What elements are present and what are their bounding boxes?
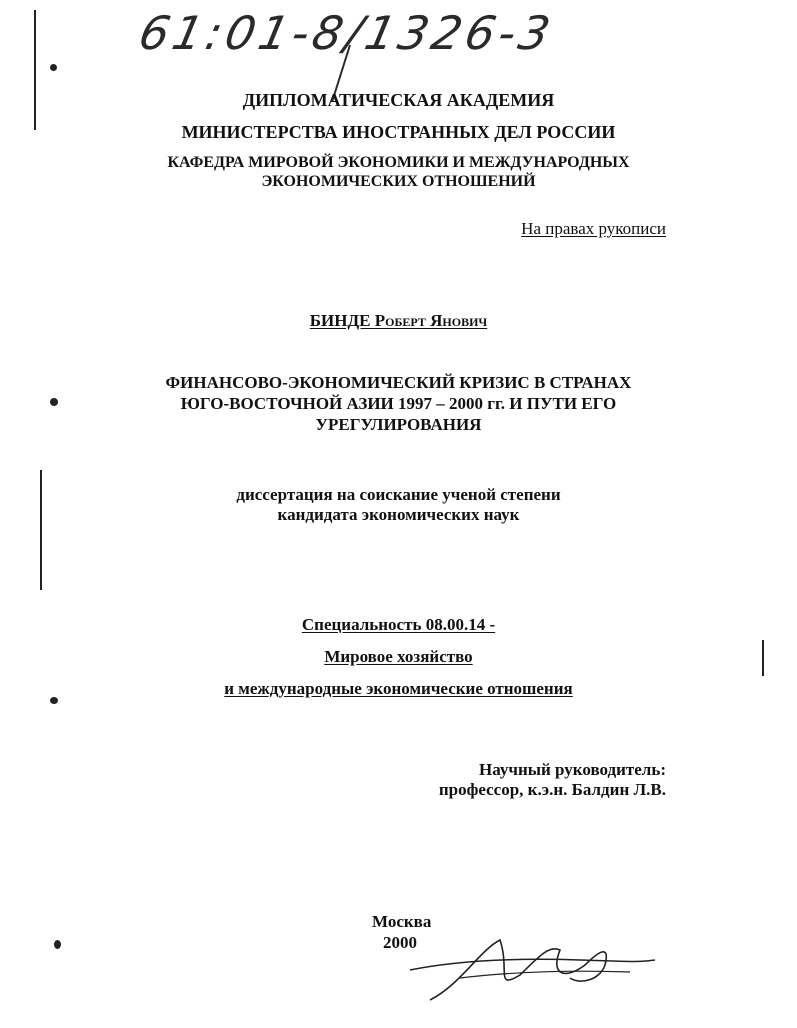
- author-given-names: Роберт Янович: [374, 311, 488, 330]
- archive-code-handwritten: 61:01-8/1326-3: [134, 6, 559, 60]
- manuscript-rights-note: На правах рукописи: [521, 219, 666, 238]
- dissertation-title-line1: ФИНАНСОВО-ЭКОНОМИЧЕСКИЙ КРИЗИС В СТРАНАХ: [165, 373, 632, 392]
- year: 2000: [383, 933, 417, 952]
- specialty-name-line1: Мировое хозяйство: [324, 647, 473, 666]
- city: Москва: [372, 912, 432, 931]
- specialty-name-line2: и международные экономические отношения: [224, 679, 573, 698]
- department-name-line1: КАФЕДРА МИРОВОЙ ЭКОНОМИКИ И МЕЖДУНАРОДНЫХ: [167, 154, 630, 171]
- supervisor-label: Научный руководитель:: [479, 760, 666, 779]
- degree-line1: диссертация на соискание ученой степени: [236, 485, 561, 504]
- scan-dot: [54, 940, 61, 949]
- author-surname: БИНДЕ: [309, 311, 371, 330]
- scan-dot: [50, 64, 57, 71]
- ministry-name: МИНИСТЕРСТВА ИНОСТРАННЫХ ДЕЛ РОССИИ: [181, 122, 616, 142]
- dissertation-title-line2: ЮГО-ВОСТОЧНОЙ АЗИИ 1997 – 2000 гг. И ПУТИ ЕГО: [180, 394, 617, 413]
- academy-name: ДИПЛОМАТИЧЕСКАЯ АКАДЕМИЯ: [242, 90, 555, 110]
- degree-line2: кандидата экономических наук: [277, 505, 520, 524]
- scan-margin-line: [34, 10, 36, 130]
- dissertation-title-line3: УРЕГУЛИРОВАНИЯ: [315, 415, 482, 434]
- handwritten-signature: [400, 930, 660, 1010]
- department-name-line2: ЭКОНОМИЧЕСКИХ ОТНОШЕНИЙ: [261, 173, 536, 190]
- specialty-code: Специальность 08.00.14 -: [301, 615, 496, 634]
- supervisor-name: профессор, к.э.н. Балдин Л.В.: [438, 780, 666, 799]
- author-name: [0, 309, 797, 332]
